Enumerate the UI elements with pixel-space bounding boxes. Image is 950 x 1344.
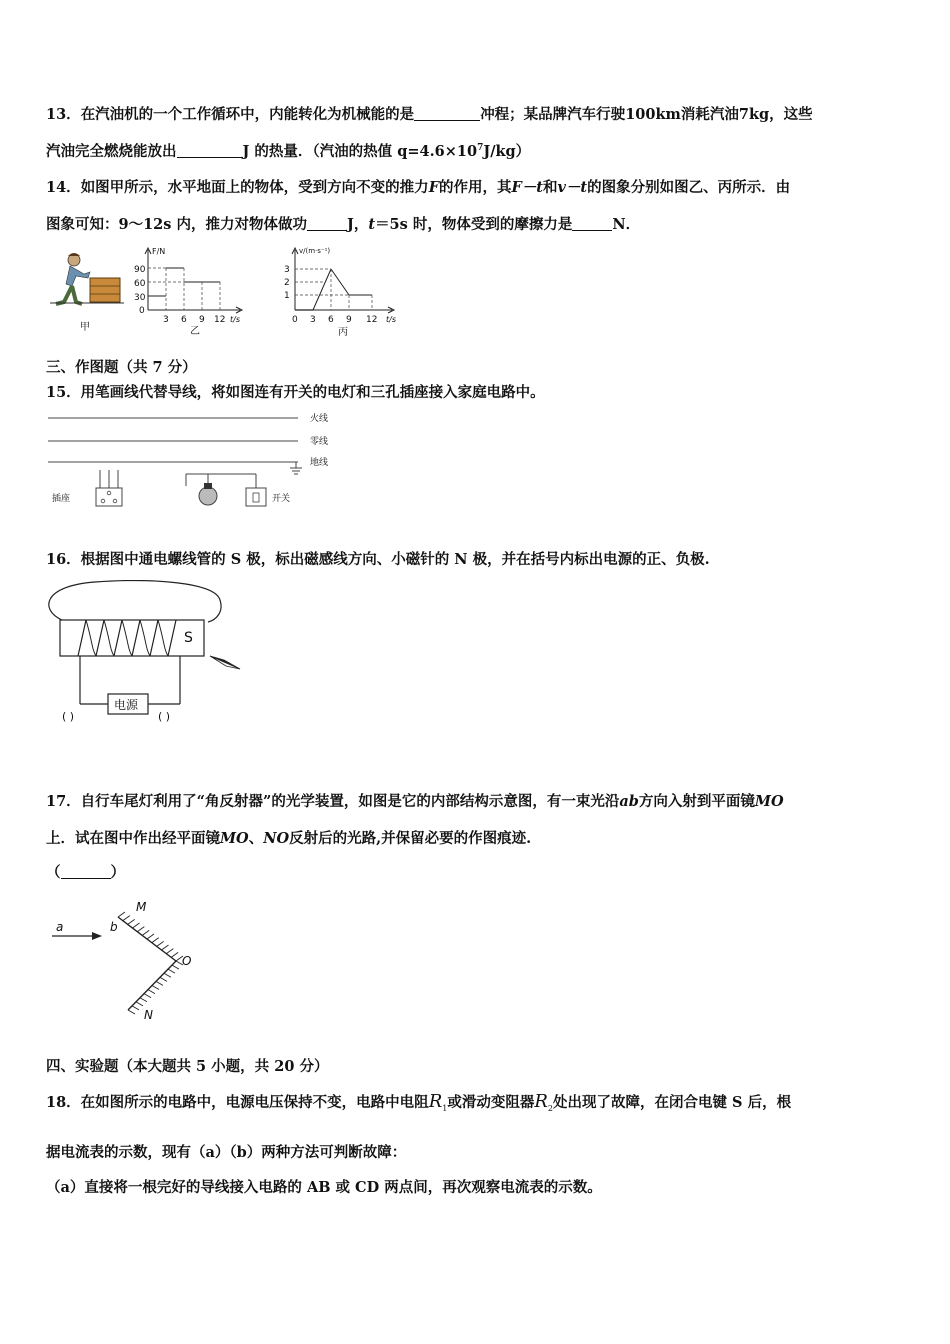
label-N: N bbox=[144, 1008, 153, 1022]
q14-text3: 的图象分别如图乙、丙所示．由 bbox=[587, 179, 791, 196]
q18-text1: 18．在如图所示的电路中，电源电压保持不变，电路中电阻 bbox=[46, 1094, 429, 1111]
mirror-hatch-mark bbox=[168, 969, 175, 973]
bing-xtick-9: 9 bbox=[346, 315, 352, 325]
q14-blank1[interactable] bbox=[307, 215, 347, 231]
yi-xtick-9: 9 bbox=[199, 315, 205, 325]
q13-line2c: J/kg） bbox=[483, 143, 531, 160]
section3-heading: 三、作图题（共 7 分） bbox=[46, 359, 197, 376]
q15-text: 15．用笔画线代替导线，将如图连有开关的电灯和三孔插座接入家庭电路中。 bbox=[46, 384, 545, 401]
q17-MO2: MO bbox=[220, 830, 249, 847]
q17-text1: 17．自行车尾灯利用了“角反射器”的光学装置，如图是它的内部结构示意图，有一束光沿 bbox=[46, 793, 620, 810]
q17-paren-close: ） bbox=[110, 864, 125, 881]
power-source-label: 电源 bbox=[114, 698, 139, 712]
q14-vt: v－t bbox=[557, 179, 588, 196]
q17-answer-blank[interactable] bbox=[61, 863, 111, 879]
yi-ylabel: F/N bbox=[152, 247, 166, 256]
yi-xtick-12: 12 bbox=[214, 315, 226, 325]
bing-xtick-12: 12 bbox=[366, 315, 378, 325]
q17-ab: ab bbox=[619, 793, 639, 810]
right-polarity-bracket[interactable]: ( ) bbox=[158, 710, 171, 723]
q13-text3: 消耗汽油 bbox=[680, 106, 739, 123]
q17-paren-open: （ bbox=[46, 864, 61, 881]
mirror-hatch-mark bbox=[171, 952, 178, 957]
yi-ytick-0: 0 bbox=[139, 306, 145, 316]
yi-xtick-3: 3 bbox=[163, 315, 169, 325]
mirror-hatch-mark bbox=[162, 945, 169, 950]
q13-text1: 在汽油机的一个工作循环中，内能转化为机械能的是 bbox=[80, 106, 415, 123]
yi-ytick-30: 30 bbox=[134, 293, 146, 303]
mirror-hatch-mark bbox=[133, 923, 140, 928]
q14-line2c: ＝5s 时，物体受到的摩擦力是 bbox=[375, 216, 573, 233]
q14-line2b: J， bbox=[346, 216, 369, 233]
mirror-hatch-mark bbox=[118, 912, 125, 917]
section4-heading: 四、实验题（本大题共 5 小题，共 20 分） bbox=[46, 1058, 329, 1075]
fig-jia-pushing-box bbox=[46, 246, 126, 336]
label-O: O bbox=[182, 954, 192, 968]
q17-NO: NO bbox=[263, 830, 290, 847]
fig-yi-force-time-chart bbox=[130, 246, 260, 338]
three-pin-socket[interactable] bbox=[96, 488, 122, 506]
bing-ytick-3: 3 bbox=[284, 265, 290, 275]
q13-text2: 冲程；某品牌汽车行驶 bbox=[480, 106, 626, 123]
q17-line2b: 反射后的光路,并保留必要的作图痕迹. bbox=[289, 830, 532, 847]
mirror-hatch-mark bbox=[172, 965, 179, 969]
mirror-hatch-mark bbox=[164, 973, 171, 977]
s-pole-label: S bbox=[184, 630, 193, 646]
live-wire-label: 火线 bbox=[310, 414, 329, 424]
q18-R2-sub: 2 bbox=[547, 1103, 553, 1113]
q17-answer-line bbox=[46, 861, 125, 882]
yi-xlabel: t/s bbox=[230, 315, 240, 324]
switch-label: 开关 bbox=[272, 494, 291, 504]
mirror-hatch-mark bbox=[148, 990, 155, 994]
fig-yi-label: 乙 bbox=[190, 326, 200, 337]
mirror-hatch-mark bbox=[166, 949, 173, 954]
fig-corner-reflector bbox=[48, 895, 208, 1025]
yi-ytick-90: 90 bbox=[134, 265, 146, 275]
compass-needle-light[interactable] bbox=[210, 656, 240, 669]
q14-line1 bbox=[46, 176, 790, 197]
q14-Ft: F－t bbox=[511, 179, 543, 196]
mirror-hatch-mark bbox=[140, 998, 147, 1002]
bing-ytick-2: 2 bbox=[284, 278, 290, 288]
q14-F: F bbox=[428, 179, 439, 196]
mirror-hatch-mark bbox=[123, 916, 130, 921]
fig-jia-label: 甲 bbox=[80, 322, 90, 333]
mirror-hatch-mark bbox=[156, 981, 163, 985]
q18-R1-sub: 1 bbox=[442, 1103, 448, 1113]
label-M: M bbox=[136, 900, 147, 914]
mirror-hatch-mark bbox=[128, 1010, 135, 1014]
q14-line2 bbox=[46, 213, 640, 234]
q14-line2a: 图象可知：9～12s 内，推力对物体做功 bbox=[46, 216, 307, 233]
mirror-hatch-mark bbox=[157, 941, 164, 946]
mirror-hatch-mark bbox=[132, 1006, 139, 1010]
yi-ytick-60: 60 bbox=[134, 279, 146, 289]
mirror-hatch-mark bbox=[142, 930, 149, 935]
fig-bing-velocity-time-chart bbox=[280, 244, 405, 338]
q13-distance: 100km bbox=[625, 106, 681, 123]
q18-R1: R bbox=[428, 1091, 443, 1112]
q13-line1 bbox=[46, 103, 813, 124]
q14-line2d: N． bbox=[612, 216, 641, 233]
bing-ytick-1: 1 bbox=[284, 291, 290, 301]
q13-blank2[interactable] bbox=[177, 142, 243, 158]
bing-xtick-0: 0 bbox=[292, 315, 298, 325]
left-polarity-bracket[interactable]: ( ) bbox=[62, 710, 75, 723]
q14-number: 14． bbox=[46, 179, 81, 196]
q17-line1 bbox=[46, 790, 784, 811]
q14-and: 和 bbox=[542, 179, 558, 196]
label-a: a bbox=[56, 920, 64, 934]
q14-t: t bbox=[368, 216, 376, 233]
q17-sep: 、 bbox=[248, 830, 264, 847]
q17-MO: MO bbox=[754, 793, 784, 810]
q13-line2b: J 的热量．（汽油的热值 q=4.6×10 bbox=[242, 143, 478, 160]
q13-text4: ，这些 bbox=[769, 106, 813, 123]
q14-blank2[interactable] bbox=[572, 215, 612, 231]
mirror-hatch-mark bbox=[152, 986, 159, 990]
mirror-hatch-mark bbox=[147, 934, 154, 939]
q17-text2: 方向入射到平面镜 bbox=[638, 793, 755, 810]
q18-R2: R bbox=[534, 1091, 548, 1112]
mirror-hatch-mark bbox=[137, 927, 144, 932]
fig-bing-label: 丙 bbox=[338, 327, 348, 338]
q16-text: 16．根据图中通电螺线管的 S 极，标出磁感线方向、小磁针的 N 极，并在括号内标出电源的正、负极. bbox=[46, 551, 710, 568]
q13-mass: 7kg bbox=[738, 106, 770, 123]
mirror-hatch-mark bbox=[152, 938, 159, 943]
mirror-hatch-mark bbox=[128, 919, 135, 924]
q18-line1 bbox=[46, 1091, 791, 1113]
bing-ylabel: v/(m·s⁻¹) bbox=[299, 247, 331, 255]
q13-number: 13． bbox=[46, 106, 81, 123]
mirror-hatch-mark bbox=[160, 977, 167, 981]
bing-xtick-6: 6 bbox=[328, 315, 334, 325]
q18-line2: 据电流表的示数，现有（a）（b）两种方法可判断故障： bbox=[46, 1144, 407, 1161]
mirror-hatch-mark bbox=[136, 1002, 143, 1006]
bing-xtick-3: 3 bbox=[310, 315, 316, 325]
q17-line2a: 上．试在图中作出经平面镜 bbox=[46, 830, 220, 847]
yi-xtick-6: 6 bbox=[181, 315, 187, 325]
q18-text3: 处出现了故障，在闭合电键 S 后，根 bbox=[553, 1094, 792, 1111]
q14-text1: 如图甲所示，水平地面上的物体，受到方向不变的推力 bbox=[80, 179, 429, 196]
mirror-hatch-mark bbox=[144, 994, 151, 998]
label-b: b bbox=[110, 920, 118, 934]
q13-blank1[interactable] bbox=[414, 105, 480, 121]
fig-solenoid bbox=[40, 580, 250, 725]
fig-household-circuit bbox=[46, 404, 336, 516]
q18-line3: （a）直接将一根完好的导线接入电路的 AB 或 CD 两点间，再次观察电流表的示数。 bbox=[46, 1179, 602, 1196]
q13-line2a: 汽油完全燃烧能放出 bbox=[46, 143, 177, 160]
q14-text2: 的作用，其 bbox=[438, 179, 512, 196]
neutral-wire-label: 零线 bbox=[310, 437, 329, 447]
socket-label: 插座 bbox=[52, 494, 71, 504]
q17-line2 bbox=[46, 827, 531, 848]
q13-exponent: 7 bbox=[477, 143, 484, 154]
q13-line2 bbox=[46, 140, 530, 161]
q18-text2: 或滑动变阻器 bbox=[447, 1094, 535, 1111]
bing-xlabel: t/s bbox=[386, 315, 396, 324]
ground-wire-label: 地线 bbox=[310, 458, 329, 468]
wall-switch[interactable] bbox=[246, 488, 266, 506]
light-bulb[interactable] bbox=[199, 487, 217, 505]
